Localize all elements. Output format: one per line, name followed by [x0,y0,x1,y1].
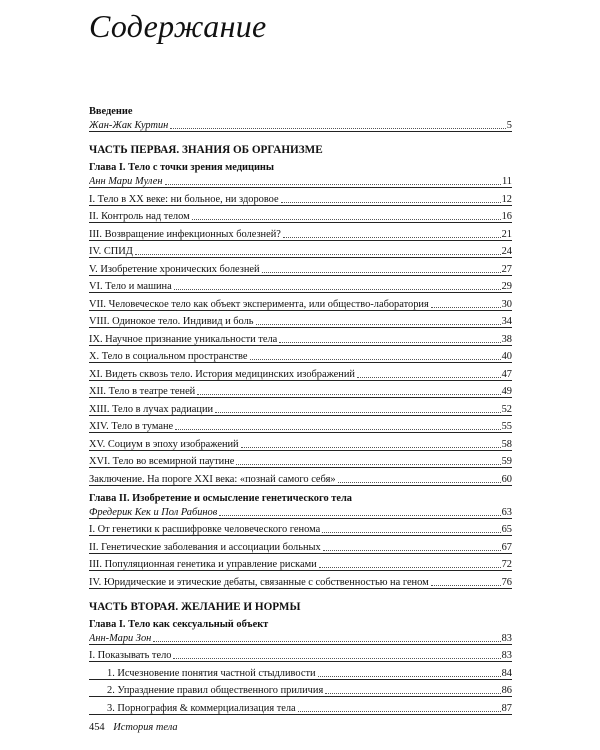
toc-entry[interactable] [89,192,512,206]
section-subitem-list [89,666,512,715]
leader-dots [322,532,500,533]
page-number: 76 [501,576,512,588]
page-number: 67 [501,541,512,553]
leader-dots [431,585,501,586]
entry-title: X. Тело в социальном пространстве [89,351,248,362]
entry-title: XV. Социум в эпоху изображений [89,438,239,450]
toc-entry[interactable] [89,701,512,715]
leader-dots [256,324,501,325]
toc-entry[interactable] [89,472,512,486]
entry-title: V. Изобретение хронических болезней [89,263,260,275]
leader-dots [250,359,501,360]
toc-entry[interactable] [89,350,512,364]
page-number: 52 [501,403,512,415]
entry-title: XIII. Тело в лучах радиации [89,403,214,415]
page-number: 24 [501,246,512,257]
entry-title: III. Возвращение инфекционных болезней? [89,228,281,240]
toc-entry[interactable] [89,385,512,399]
leader-dots [318,676,501,677]
toc-entry-intro[interactable] [89,119,512,133]
page-number: 55 [501,421,512,432]
footer-book-title: История тела [113,722,178,733]
page-number: 49 [501,386,512,397]
entry-title: I. Тело в XX веке: ни больное, ни здоровое [89,193,279,205]
page-number: 30 [501,298,512,310]
entry-title: I. Показывать тело [89,650,172,661]
leader-dots [165,184,501,185]
part-one-heading: ЧАСТЬ ПЕРВАЯ. ЗНАНИЯ ОБ ОРГАНИЗМЕ [89,144,323,156]
leader-dots [175,429,500,430]
intro-author: Жан-Жак Куртин [89,120,169,131]
page-number: 40 [501,351,512,362]
leader-dots [241,447,501,448]
toc-entry[interactable] [89,558,512,572]
page-number: 72 [501,559,512,570]
chapter-author: Анн-Мари Зон [89,632,152,644]
page-number: 12 [501,193,512,205]
toc-entry[interactable] [89,262,512,276]
toc-entry[interactable] [89,315,512,329]
intro-heading: Введение [89,106,133,117]
leader-dots [135,254,501,255]
toc-entry[interactable] [89,367,512,381]
page-number: 21 [501,228,512,240]
entry-title: 2. Упразднение правил общественного приличия [107,685,324,696]
table-of-contents [89,106,512,715]
leader-dots [281,202,501,203]
entry-title: XVI. Тело во всемирной паутине [89,456,235,467]
entry-title: II. Контроль над телом [89,211,190,222]
chapter-heading: Глава I. Тело как сексуальный объект [89,618,269,630]
toc-entry[interactable] [89,455,512,469]
toc-entry[interactable] [89,245,512,259]
leader-dots [192,219,501,220]
toc-entry[interactable] [89,227,512,241]
toc-entry[interactable] [89,402,512,416]
leader-dots [197,394,500,395]
leader-dots [319,567,501,568]
toc-entry[interactable] [89,297,512,311]
chapter-item-list [89,192,512,486]
toc-entry[interactable] [89,280,512,294]
entry-title: I. От генетики к расшифровке человеческого генома [89,524,321,535]
toc-entry-chapter[interactable] [89,505,512,519]
page-number: 58 [501,438,512,450]
page-number: 27 [501,263,512,275]
entry-title: VI. Тело и машина [89,281,172,292]
toc-entry[interactable] [89,332,512,346]
leader-dots [431,307,501,308]
leader-dots [219,515,500,516]
page-number: 83 [501,650,512,661]
leader-dots [173,658,500,659]
leader-dots [298,711,501,712]
chapter-author: Анн Мари Мулен [89,176,163,187]
page-title: Содержание [89,8,267,44]
page-number: 34 [501,316,512,327]
toc-entry-chapter[interactable] [89,631,512,645]
chapter-author: Фредерик Кек и Пол Рабинов [89,506,218,518]
page-footer [89,722,178,733]
page-number: 47 [501,368,512,380]
entry-title: XI. Видеть сквозь тело. История медицинских изображений [89,368,355,380]
leader-dots [236,464,500,465]
leader-dots [174,289,501,290]
footer-page-number: 454 [89,722,105,733]
entry-title: IV. СПИД [89,246,133,257]
entry-title: Заключение. На пороге XXI века: «познай самого себя» [89,473,336,485]
toc-entry[interactable] [89,420,512,434]
entry-title: 1. Исчезновение понятия частной стыдливости [107,667,316,679]
page-number: 63 [501,506,512,518]
chapter-item-list [89,523,512,589]
page-number: 60 [501,473,512,485]
leader-dots [215,412,501,413]
page-number: 38 [501,333,512,345]
page-number: 65 [501,524,512,535]
entry-title: III. Популяционная генетика и управление рисками [89,559,317,570]
leader-dots [153,641,500,642]
toc-entry[interactable] [89,575,512,589]
leader-dots [279,342,500,343]
page-number: 86 [501,685,512,696]
page-number: 83 [501,632,512,644]
part-two-heading: ЧАСТЬ ВТОРАЯ. ЖЕЛАНИЕ И НОРМЫ [89,600,301,613]
toc-entry[interactable] [89,666,512,680]
toc-entry[interactable] [89,540,512,554]
entry-title: XIV. Тело в тумане [89,421,174,432]
page-number: 5 [506,120,512,131]
toc-entry[interactable] [89,210,512,224]
leader-dots [357,377,501,378]
entry-title: VII. Человеческое тело как объект эксперимента, или общество-лаборатория [89,298,429,310]
entry-title: XII. Тело в театре теней [89,386,196,397]
entry-title: IX. Научное признание уникальности тела [89,333,278,345]
page-number: 11 [501,176,512,187]
toc-entry[interactable] [89,523,512,537]
leader-dots [262,272,501,273]
toc-entry-chapter[interactable] [89,175,512,189]
leader-dots [283,237,501,238]
chapter-heading: Глава I. Тело с точки зрения медицины [89,162,275,173]
page-number: 16 [501,211,512,222]
leader-dots [338,482,501,483]
leader-dots [323,550,501,551]
toc-entry[interactable] [89,437,512,451]
entry-title: 3. Порнография & коммерциализация тела [107,702,296,714]
page-number: 87 [501,702,512,714]
toc-entry[interactable] [89,684,512,698]
entry-title: II. Генетические заболевания и ассоциации больных [89,541,321,553]
leader-dots [170,128,505,129]
entry-title: IV. Юридические и этические дебаты, связанные с собственностью на геном [89,576,429,588]
page-number: 59 [501,456,512,467]
toc-entry-section[interactable] [89,649,512,663]
leader-dots [325,693,500,694]
page-number: 84 [501,667,512,679]
chapter-heading: Глава II. Изобретение и осмысление генетического тела [89,492,352,504]
page-number: 29 [501,281,512,292]
entry-title: VIII. Одинокое тело. Индивид и боль [89,316,254,327]
